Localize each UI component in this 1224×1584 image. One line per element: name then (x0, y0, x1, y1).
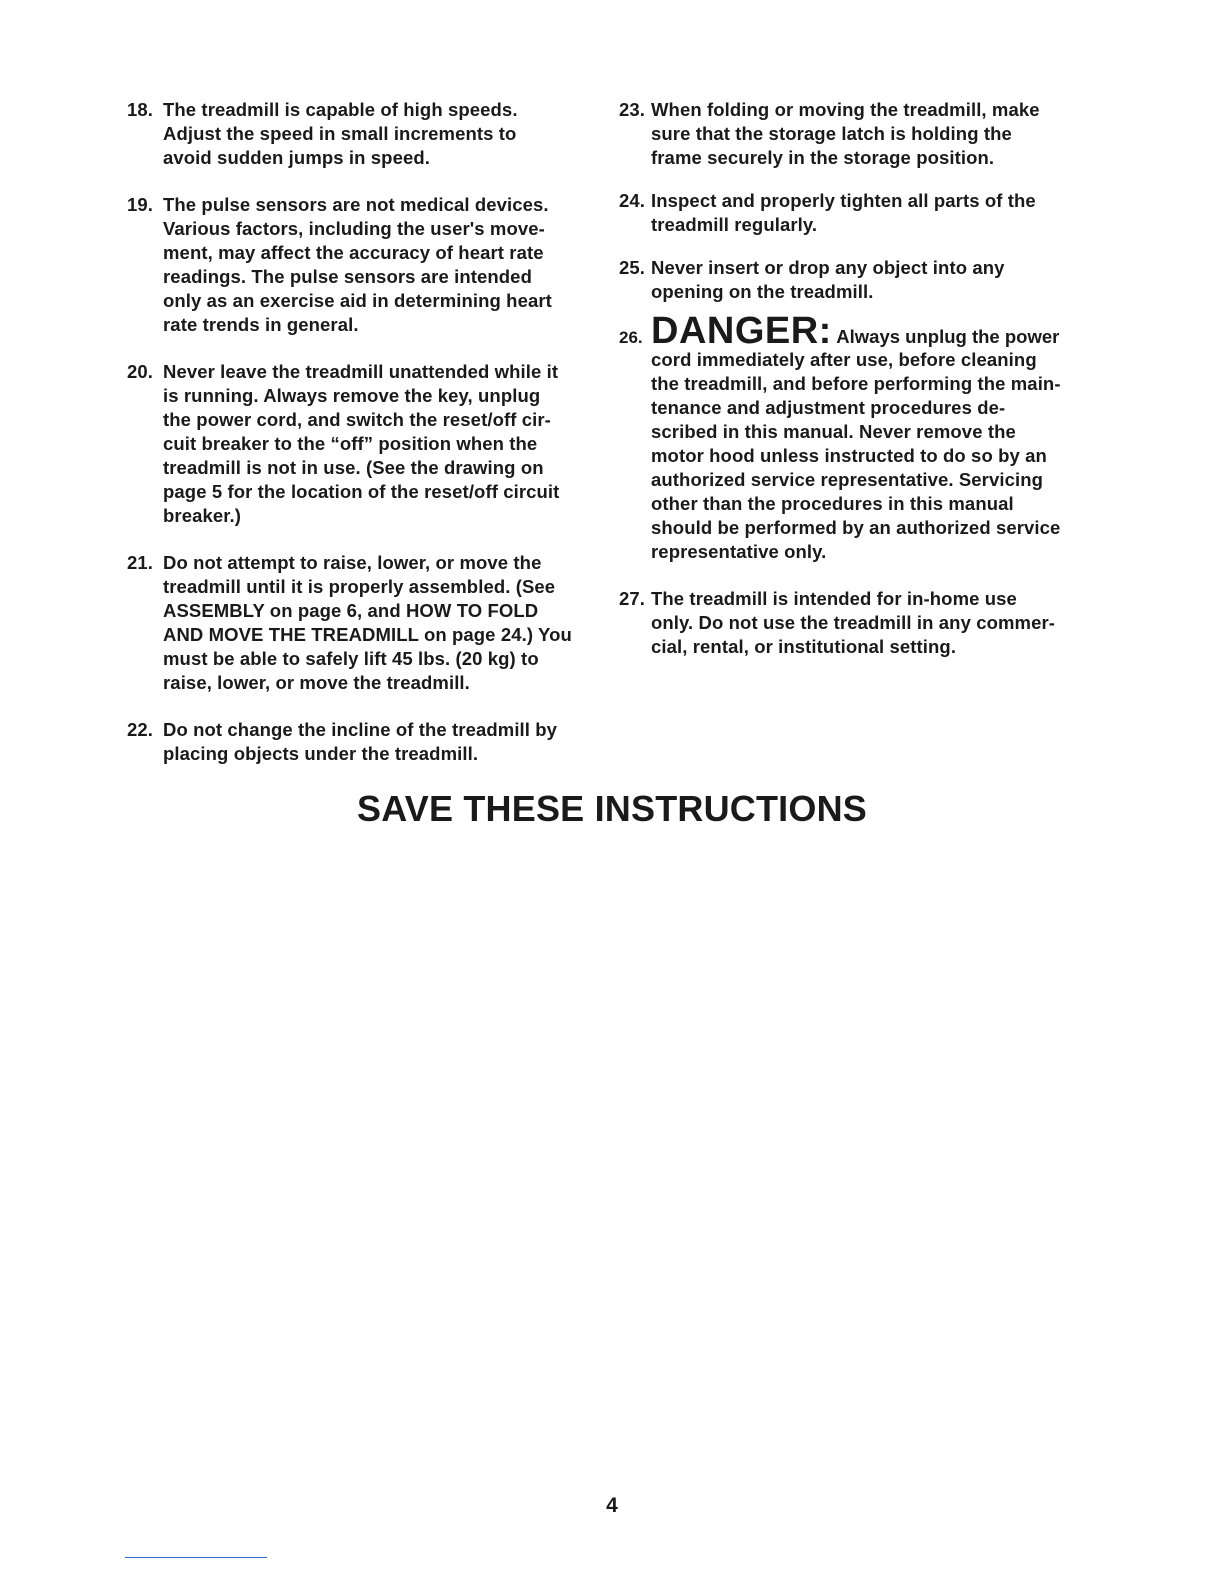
page-number: 4 (606, 1494, 618, 1517)
item-text: Do not change the incline of the treadmill by placing objects under the treadmill. (163, 719, 558, 764)
item-number: 22. (127, 719, 154, 740)
instruction-item-18 (127, 98, 605, 170)
save-instructions-heading: SAVE THESE INSTRUCTIONS (357, 788, 867, 829)
instruction-item-19 (127, 193, 605, 337)
item-text: Never leave the treadmill unattended while it is running. Always remove the key, unplug the power cord, and switch the reset/off cir- cuit breaker to the “off” position when the treadmill is not in use. (See the drawing on page 5 for the location of the reset/off circuit breaker.) (163, 361, 560, 526)
instruction-item-22 (127, 718, 605, 766)
footer-divider (125, 1557, 267, 1558)
item-number: 19. (127, 194, 154, 215)
instruction-item-26-danger (619, 312, 1099, 564)
item-text: Inspect and properly tighten all parts of the treadmill regularly. (651, 190, 1036, 235)
instruction-item-23 (619, 98, 1099, 170)
instruction-item-21 (127, 551, 605, 695)
item-text: The pulse sensors are not medical devices. Various factors, including the user's move- ment, may affect the accuracy of heart rate readings. The pulse sensors are intended only as an exercise aid in determining heart rate trends in general. (163, 194, 552, 335)
item-text: Never insert or drop any object into any opening on the treadmill. (651, 257, 1005, 302)
item-number: 25. (619, 257, 646, 278)
danger-first-line (619, 312, 1099, 350)
instruction-item-24 (619, 189, 1099, 237)
item-text: When folding or moving the treadmill, make sure that the storage latch is holding the frame securely in the storage position. (651, 99, 1040, 168)
item-number: 20. (127, 361, 154, 382)
item-number: 26. (619, 328, 643, 347)
item-number: 23. (619, 99, 646, 120)
item-text: The treadmill is intended for in-home use only. Do not use the treadmill in any commer- cial, rental, or institutional setting. (651, 588, 1056, 657)
danger-label: DANGER: (651, 310, 832, 352)
instruction-item-20 (127, 360, 605, 528)
left-column (127, 98, 605, 766)
right-column (619, 98, 1099, 659)
item-text: cord immediately after use, before cleaning the treadmill, and before performing the main- tenance and adjustment procedures de- scribed in this manual. Never remove the motor hood unless instructed to do so by an authorized service representative. Servicing other than the procedures in this manual should be performed by an authorized service representative only. (651, 349, 1061, 562)
item-number: 18. (127, 99, 154, 120)
danger-body (619, 348, 1099, 564)
instruction-item-25 (619, 256, 1099, 304)
item-text: The treadmill is capable of high speeds. Adjust the speed in small increments to avoid sudden jumps in speed. (163, 99, 518, 168)
item-number: 21. (127, 552, 154, 573)
item-number: 27. (619, 588, 646, 609)
instruction-item-27 (619, 587, 1099, 659)
danger-first-line-text: Always unplug the power (831, 326, 1060, 347)
item-number: 24. (619, 190, 646, 211)
item-text: Do not attempt to raise, lower, or move the treadmill until it is properly assembled. (See ASSEMBLY on page 6, and HOW TO FOLD AND MOVE THE TREADMILL on page 24.) You must be able to safely lift 45 lbs. (20 kg) to raise, lower, or move the treadmill. (163, 552, 572, 693)
